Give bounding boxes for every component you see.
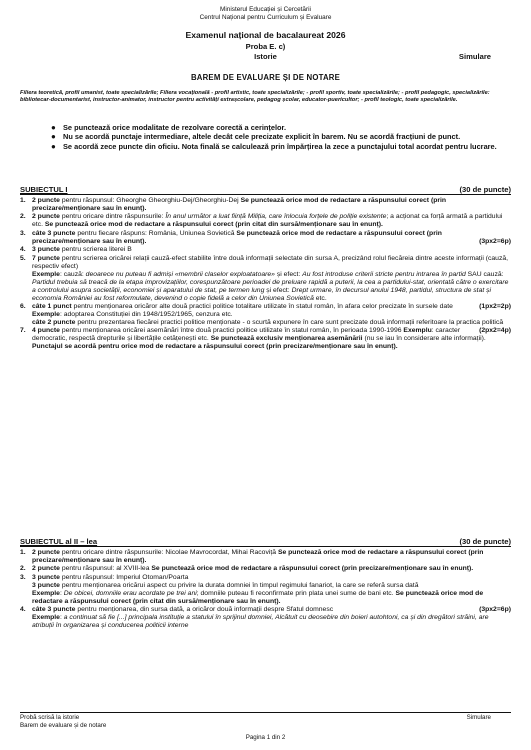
section-1-heading xyxy=(20,185,511,195)
s1-item-3: 3. câte 3 puncte pentru fiecare răspuns: România, Uniunea Sovietică Se punctează orice mod de redactare a răspunsului corect (prin precizare/menționare sau în enunț). (3px2=6p) xyxy=(20,229,511,245)
s1-item-6: 6. câte 1 punct pentru menționarea oricăror alte două practici politice totalitare utilizate în statul român, în afara celor precizate în sursele date (1px2=2p) Exemple: adoptarea Constituției din 1948/1952/1965, cenzura etc. câte 2 puncte pentru prezentarea fiecărei practici politice menționate - o scurtă expunere în care sunt precizate două informații referitoare la practica politică (2px2=4p) xyxy=(20,302,511,334)
s2-item-2: 2. 2 puncte pentru răspunsul: al XVIII-lea Se punctează orice mod de redactare a răspunsului corect (prin precizare/menționare sau în enunț). xyxy=(20,565,474,573)
page-number: Pagina 1 din 2 xyxy=(245,734,286,741)
section-2-label: SUBIECTUL al II – lea xyxy=(20,537,98,546)
footer-left xyxy=(20,714,106,729)
s2-item-1: 1. 2 puncte pentru oricare dintre răspunsurile: Nicolae Mavrocordat, Mihai Racoviță Se punctează orice mod de redactare a răspunsului corect (prin precizare/menționare sau în enunț). xyxy=(20,549,484,564)
bullet-icon: ● xyxy=(51,123,56,132)
ministry-line: Ministerul Educației și Cercetării xyxy=(220,6,311,13)
general-rules xyxy=(50,124,510,152)
rule-item: ● Se punctează orice modalitate de rezolvare corectă a cerințelor. xyxy=(51,123,287,132)
s1-item-5: 5. 7 puncte pentru scrierea oricărei relații cauză-efect stabilite între două informații selectate din sursa A, precizând rolul fiecăreia dintre aceste informații (cauză, respectiv efect) Exemple: cauză: deoarece nu puteau fi admiși «membrii claselor exploatatoare» și efect: Au fost introduse criterii stricte pentru intrarea în partid SAU cauză: Partidul trebuia să treacă de la etapa improvizațiilor, corespunzătoare perioadei de preluare rapidă a puterii, la cea a partidului-stat, orientată către o exercitare a controlului asupra societății, economiei și aparatului de stat, pe termen lung și efect: Drept urmare, în decursul anului 1948, partidul, structura de stat și economia României au fost reformulate, devenind o copie fidelă a celor din Uniunea Sovietică etc. xyxy=(20,254,509,302)
bullet-icon: ● xyxy=(51,141,56,151)
exam-title: Examenul național de bacalaureat 2026 xyxy=(185,30,346,40)
footer-left-line-2: Barem de evaluare și de notare xyxy=(20,721,107,729)
s2-item-4: 4. câte 3 puncte pentru menționarea, din sursa dată, a oricăror două informații despre Sfatul domnesc (3px2=6p) Exemple: a continuat să fie [...] principala instituție a statului în sprijinul domniei, Alcătuit cu deosebire din boieri autohtoni, ca și din dregători străini, are atribuții în organizarea și conducerea politicii interne xyxy=(20,606,511,630)
subject-line: Istorie xyxy=(254,52,277,61)
center-line: Centrul Național pentru Curriculum și Evaluare xyxy=(199,14,332,21)
s1-item-1: 1. 2 puncte pentru răspunsul: Gheorghe Gheorghiu-Dej/Gheorghiu-Dej Se punctează orice mod de redactare a răspunsului corect (prin precizare/menționare sau în enunț). xyxy=(20,197,447,212)
barem-title: BAREM DE EVALUARE ȘI DE NOTARE xyxy=(190,73,341,82)
s1-item-7: 7. 4 puncte pentru menționarea oricărei asemănări între două practici politice utilizate în statul român, în perioada 1990-1996 Exemplu: caracter democratic, respectă drepturile și libertățile cetățenești etc. Se punctează exclusiv menționarea asemănării (nu se iau în considerare alte informații). Punctajul se acordă pentru orice mod de redactare a răspunsului corect (prin precizare/menționare sau în enunț). xyxy=(20,327,486,351)
section-1-label: SUBIECTUL I xyxy=(20,185,68,194)
section-2-items xyxy=(20,549,511,631)
rule-item: ● Nu se acordă punctaje intermediare, altele decât cele precizate explicit în barem. Nu se acordă fracțiuni de punct. xyxy=(51,132,461,142)
filiera-text: Filiera teoretică, profil umanist, toate specializările; Filiera vocațională - profil artistic, toate specializările; - profil sportiv, toate specializările; - profil pedagogic, specializările: bibliotecar-documentarist, instructor-animator, instructor pentru activitățí extrașcolare, pedagog școlar, educator-puericultor; - profil teologic, toate specializările. xyxy=(20,90,490,103)
section-1-items xyxy=(20,197,511,352)
rule-item: ● Se acordă zece puncte din oficiu. Nota finală se calculează prin împărțirea la zece a punctajului total acordat pentru lucrare. xyxy=(51,141,497,151)
section-2-points: (30 de puncte) xyxy=(459,537,511,546)
footer-divider xyxy=(20,712,511,713)
footer-right: Simulare xyxy=(466,714,491,721)
footer-left-line-1: Probă scrisă la istorie xyxy=(20,714,80,721)
section-2-heading xyxy=(20,537,511,547)
s1-item-4: 4. 3 puncte pentru scrierea literei B xyxy=(20,246,132,254)
bullet-icon: ● xyxy=(51,132,56,142)
s2-item-3: 3. 3 puncte pentru răspunsul: Imperiul Otoman/Poarta 3 puncte pentru menționarea oricărui aspect cu privire la durata domniei în timpul regimului fanariot, la care se referă sursa dată Exemple: De obicei, domniile erau acordate pe trei ani; domniile puteau fi reconfirmate prin plata unei sume de bani etc. Se punctează orice mod de redactare a răspunsului corect (prin citat din sursă/menționare sau în enunț). xyxy=(20,573,484,605)
proba-line: Proba E. c) xyxy=(245,42,286,51)
simulare-label: Simulare xyxy=(458,52,491,61)
section-1-points: (30 de puncte) xyxy=(459,185,511,194)
s1-item-2: 2. 2 puncte pentru oricare dintre răspunsurile: În anul următor a luat ființă Miliția, care înlocuia forțele de poliție existente; a acționat ca forță armată a partidului etc. Se punctează orice mod de redactare a răspunsului corect (prin citat din sursă/menționare sau în enunț). xyxy=(20,213,503,229)
